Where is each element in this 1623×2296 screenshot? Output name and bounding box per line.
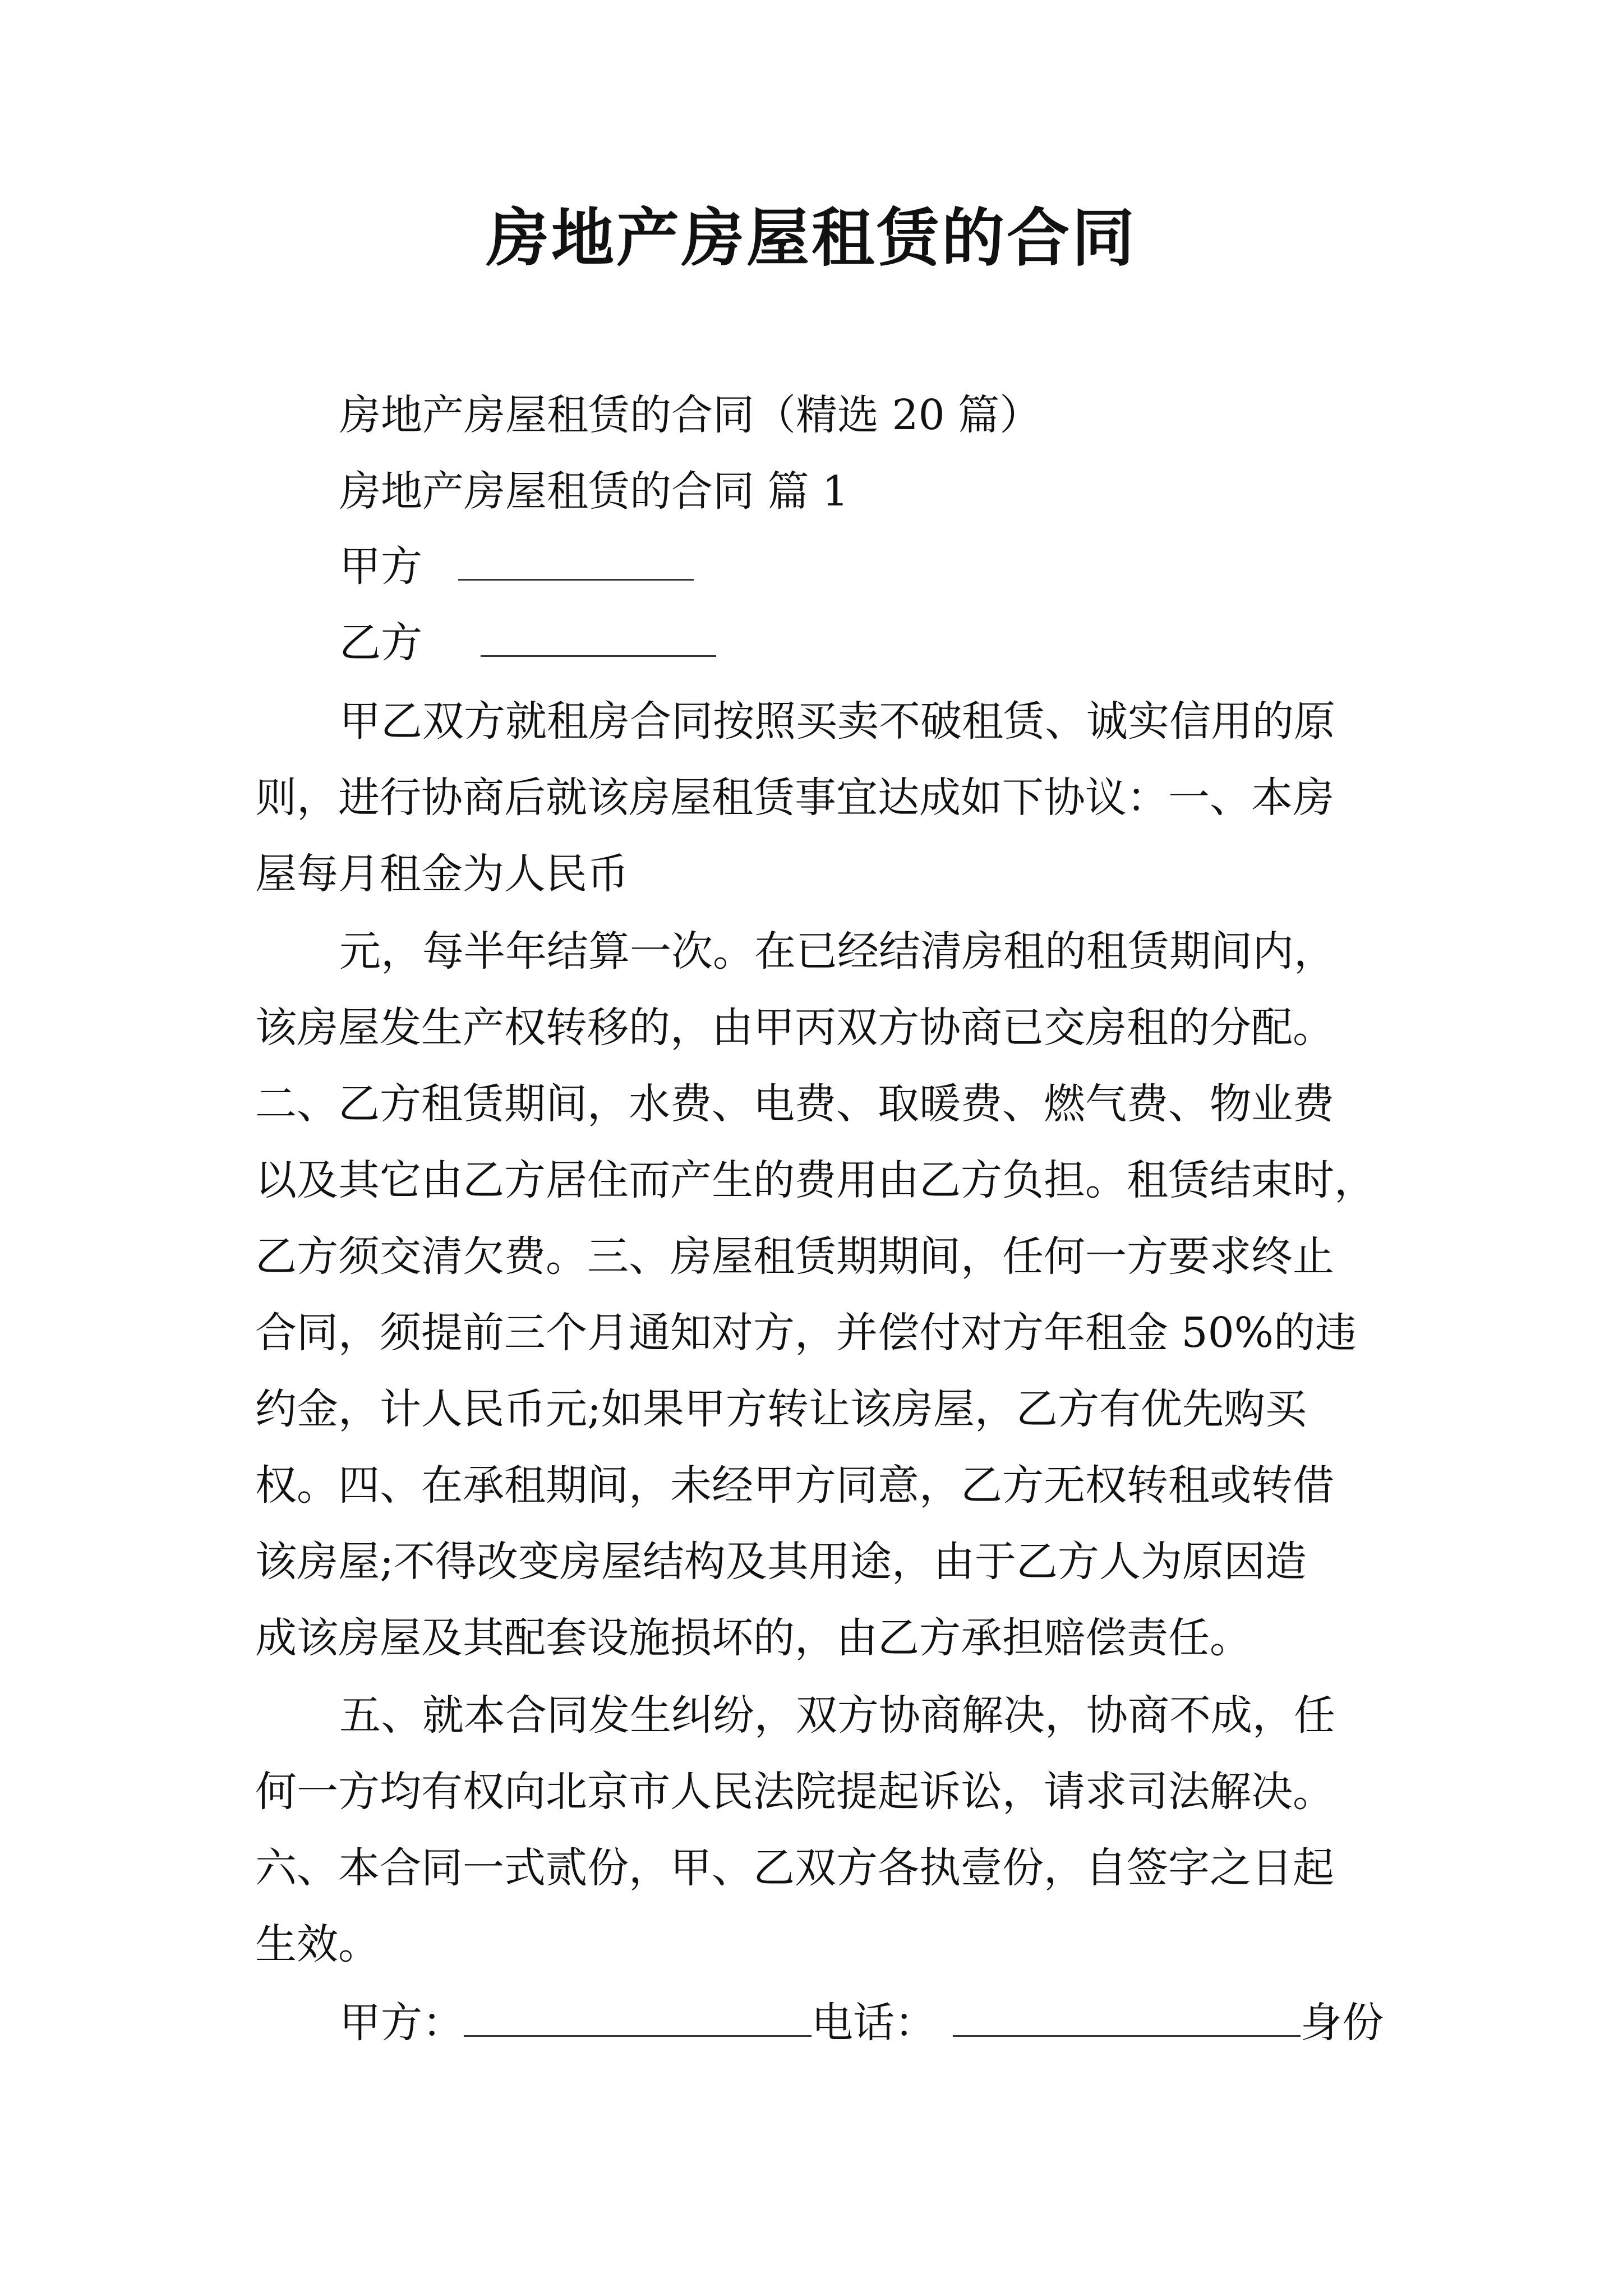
paragraph-line: 五、就本合同发生纠纷，双方协商解决，协商不成，任 <box>339 1691 1335 1740</box>
party-a-label: 甲方 <box>339 542 422 591</box>
signature-party-a-blank[interactable] <box>464 2001 811 2037</box>
section-heading: 房地产房屋租赁的合同 篇 1 <box>339 467 849 516</box>
paragraph-line: 元，每半年结算一次。在已经结清房租的租赁期间内， <box>339 927 1335 976</box>
signature-id-label: 身份 <box>1301 1999 1384 2047</box>
paragraph-line: 甲乙双方就租房合同按照买卖不破租赁、诚实信用的原 <box>339 697 1335 746</box>
paragraph-line: 屋每月租金为人民币 <box>255 850 629 898</box>
signature-phone-blank[interactable] <box>953 2001 1301 2037</box>
paragraph-line: 则，进行协商后就该房屋租赁事宜达成如下协议：一、本房 <box>255 774 1334 822</box>
party-a-blank[interactable] <box>458 545 694 581</box>
paragraph-line: 二、乙方租赁期间，水费、电费、取暖费、燃气费、物业费 <box>255 1080 1334 1128</box>
signature-line <box>339 1995 1384 2051</box>
paragraph-line: 该房屋;不得改变房屋结构及其用途，由于乙方人为原因造 <box>255 1538 1307 1586</box>
party-b-blank[interactable] <box>481 622 716 657</box>
paragraph-line: 约金，计人民币元;如果甲方转让该房屋，乙方有优先购买 <box>255 1385 1307 1433</box>
paragraph-line: 成该房屋及其配套设施损坏的，由乙方承担赔偿责任。 <box>255 1614 1251 1662</box>
paragraph-line: 以及其它由乙方居住而产生的费用由乙方负担。租赁结束时， <box>255 1156 1376 1204</box>
paragraph-line: 生效。 <box>255 1920 380 1968</box>
party-b-line <box>339 615 716 671</box>
party-b-label: 乙方 <box>339 619 422 667</box>
paragraph-line: 六、本合同一式贰份，甲、乙双方各执壹份，自签字之日起 <box>255 1844 1334 1892</box>
signature-phone-label: 电话： <box>811 1999 936 2047</box>
paragraph-line: 合同，须提前三个月通知对方，并偿付对方年租金 50%的违 <box>255 1309 1357 1357</box>
paragraph-line: 何一方均有权向北京市人民法院提起诉讼，请求司法解决。 <box>255 1768 1334 1816</box>
subtitle: 房地产房屋租赁的合同（精选 20 篇） <box>339 391 1041 439</box>
paragraph-line: 权。四、在承租期间，未经甲方同意，乙方无权转租或转借 <box>255 1461 1334 1510</box>
paragraph-line: 乙方须交清欠费。三、房屋租赁期期间，任何一方要求终止 <box>255 1232 1334 1281</box>
signature-party-a-label: 甲方： <box>339 1999 464 2047</box>
document-title: 房地产房屋租赁的合同 <box>486 201 1137 275</box>
party-a-line <box>339 539 694 595</box>
paragraph-line: 该房屋发生产权转移的，由甲丙双方协商已交房租的分配。 <box>255 1004 1334 1052</box>
